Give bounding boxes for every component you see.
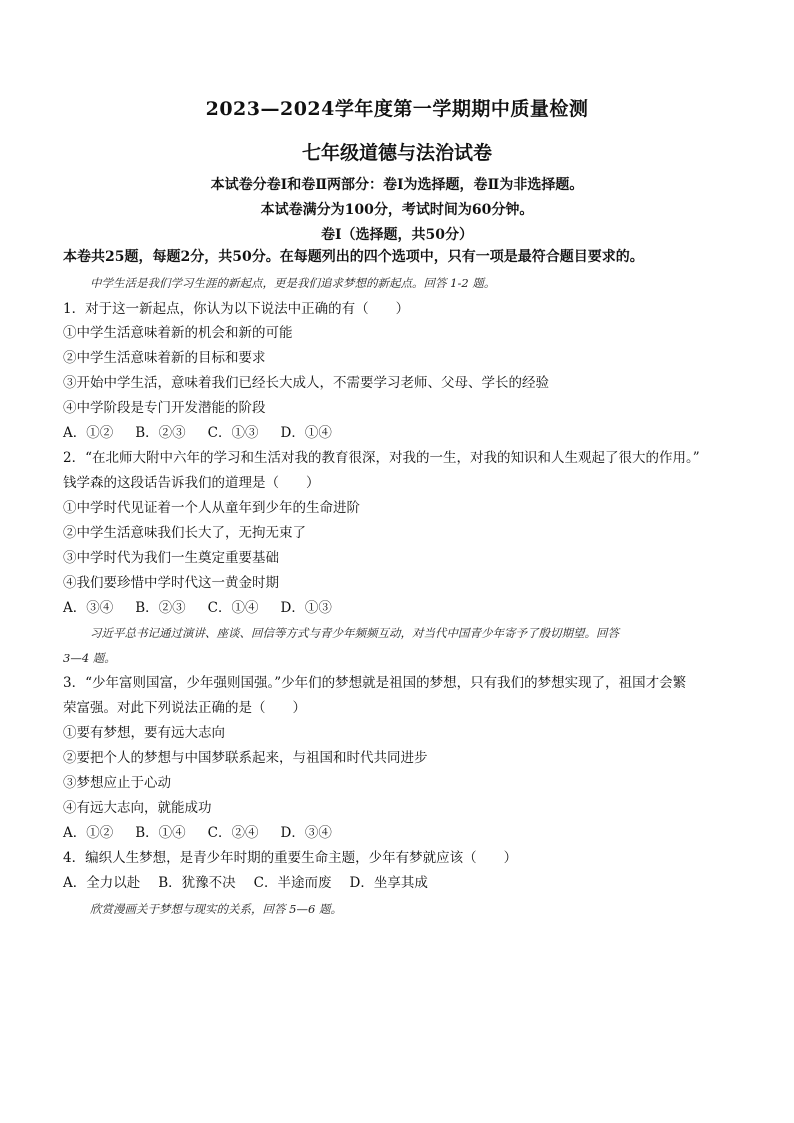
q3-option-d[interactable]: D．③④ (280, 825, 332, 841)
q2-options (63, 599, 332, 617)
q2-stem-line2: 钱学森的这段话告诉我们的道理是（ ） (63, 475, 320, 491)
q4-option-b[interactable]: B．犹豫不决 (158, 875, 236, 891)
q4-stem: 4．编织人生梦想，是青少年时期的重要生命主题，少年有梦就应该（ ） (63, 850, 518, 866)
q2-option-b[interactable]: B．②③ (135, 600, 186, 616)
exam-note-parts: 本试卷分卷Ⅰ和卷Ⅱ两部分：卷Ⅰ为选择题，卷Ⅱ为非选择题。 (210, 177, 584, 193)
q2-item-3: ③中学时代为我们一生奠定重要基础 (63, 550, 279, 566)
q2-item-1: ①中学时代见证着一个人从童年到少年的生命进阶 (63, 500, 360, 516)
q3-item-2: ②要把个人的梦想与中国梦联系起来，与祖国和时代共同进步 (63, 750, 428, 766)
intro-q3-4-line2: 3—4 题。 (63, 651, 116, 665)
q2-option-c[interactable]: C．①④ (207, 600, 259, 616)
exam-note-score: 本试卷满分为100分，考试时间为60分钟。 (260, 202, 534, 218)
exam-title: 2023—2024学年度第一学期期中质量检测 (205, 98, 589, 120)
q3-options (63, 824, 332, 842)
q1-item-2: ②中学生活意味着新的目标和要求 (63, 350, 266, 366)
intro-q5-6: 欣赏漫画关于梦想与现实的关系，回答 5—6 题。 (90, 902, 342, 916)
q1-stem: 1．对于这一新起点，你认为以下说法中正确的有（ ） (63, 301, 410, 317)
q4-option-c[interactable]: C．半途而废 (253, 875, 332, 891)
q3-stem-line1: 3．“少年富则国富，少年强则国强。”少年们的梦想就是祖国的梦想，只有我们的梦想实现了，祖国才会繁 (63, 675, 687, 691)
q4-option-a[interactable]: A．全力以赴 (63, 875, 141, 891)
q1-item-3: ③开始中学生活，意味着我们已经长大成人，不需要学习老师、父母、学长的经验 (63, 375, 549, 391)
intro-q3-4-line1: 习近平总书记通过演讲、座谈、回信等方式与青少年频频互动，对当代中国青少年寄予了殷切期望。回答 (90, 626, 619, 640)
q2-item-4: ④我们要珍惜中学时代这一黄金时期 (63, 575, 279, 591)
q1-item-1: ①中学生活意味着新的机会和新的可能 (63, 325, 293, 341)
exam-subject: 七年级道德与法治试卷 (301, 142, 492, 164)
section-instruction: 本卷共25题，每题2分，共50分。在每题列出的四个选项中，只有一项是最符合题目要求的。 (63, 249, 644, 265)
q3-option-c[interactable]: C．②④ (207, 825, 259, 841)
q3-item-4: ④有远大志向，就能成功 (63, 800, 212, 816)
q1-option-a[interactable]: A．①② (63, 425, 114, 441)
q4-option-d[interactable]: D．坐享其成 (349, 875, 428, 891)
q2-option-d[interactable]: D．①③ (280, 600, 332, 616)
q2-option-a[interactable]: A．③④ (63, 600, 114, 616)
q3-option-b[interactable]: B．①④ (135, 825, 186, 841)
q1-option-d[interactable]: D．①④ (280, 425, 332, 441)
q3-option-a[interactable]: A．①② (63, 825, 114, 841)
q1-option-c[interactable]: C．①③ (207, 425, 259, 441)
q1-item-4: ④中学阶段是专门开发潜能的阶段 (63, 400, 266, 416)
q2-item-2: ②中学生活意味我们长大了，无拘无束了 (63, 525, 306, 541)
q1-option-b[interactable]: B．②③ (135, 425, 186, 441)
section-heading: 卷Ⅰ（选择题，共50分） (320, 227, 474, 243)
q2-stem-line1: 2．“在北师大附中六年的学习和生活对我的教育很深，对我的一生，对我的知识和人生观起了很大的作用。” (63, 450, 700, 466)
q3-item-1: ①要有梦想，要有远大志向 (63, 725, 225, 741)
q4-options (63, 874, 428, 892)
q3-stem-line2: 荣富强。对此下列说法正确的是（ ） (63, 700, 306, 716)
intro-q1-2: 中学生活是我们学习生涯的新起点，更是我们追求梦想的新起点。回答 1-2 题。 (90, 276, 496, 290)
q1-options (63, 424, 332, 442)
q3-item-3: ③梦想应止于心动 (63, 775, 171, 791)
